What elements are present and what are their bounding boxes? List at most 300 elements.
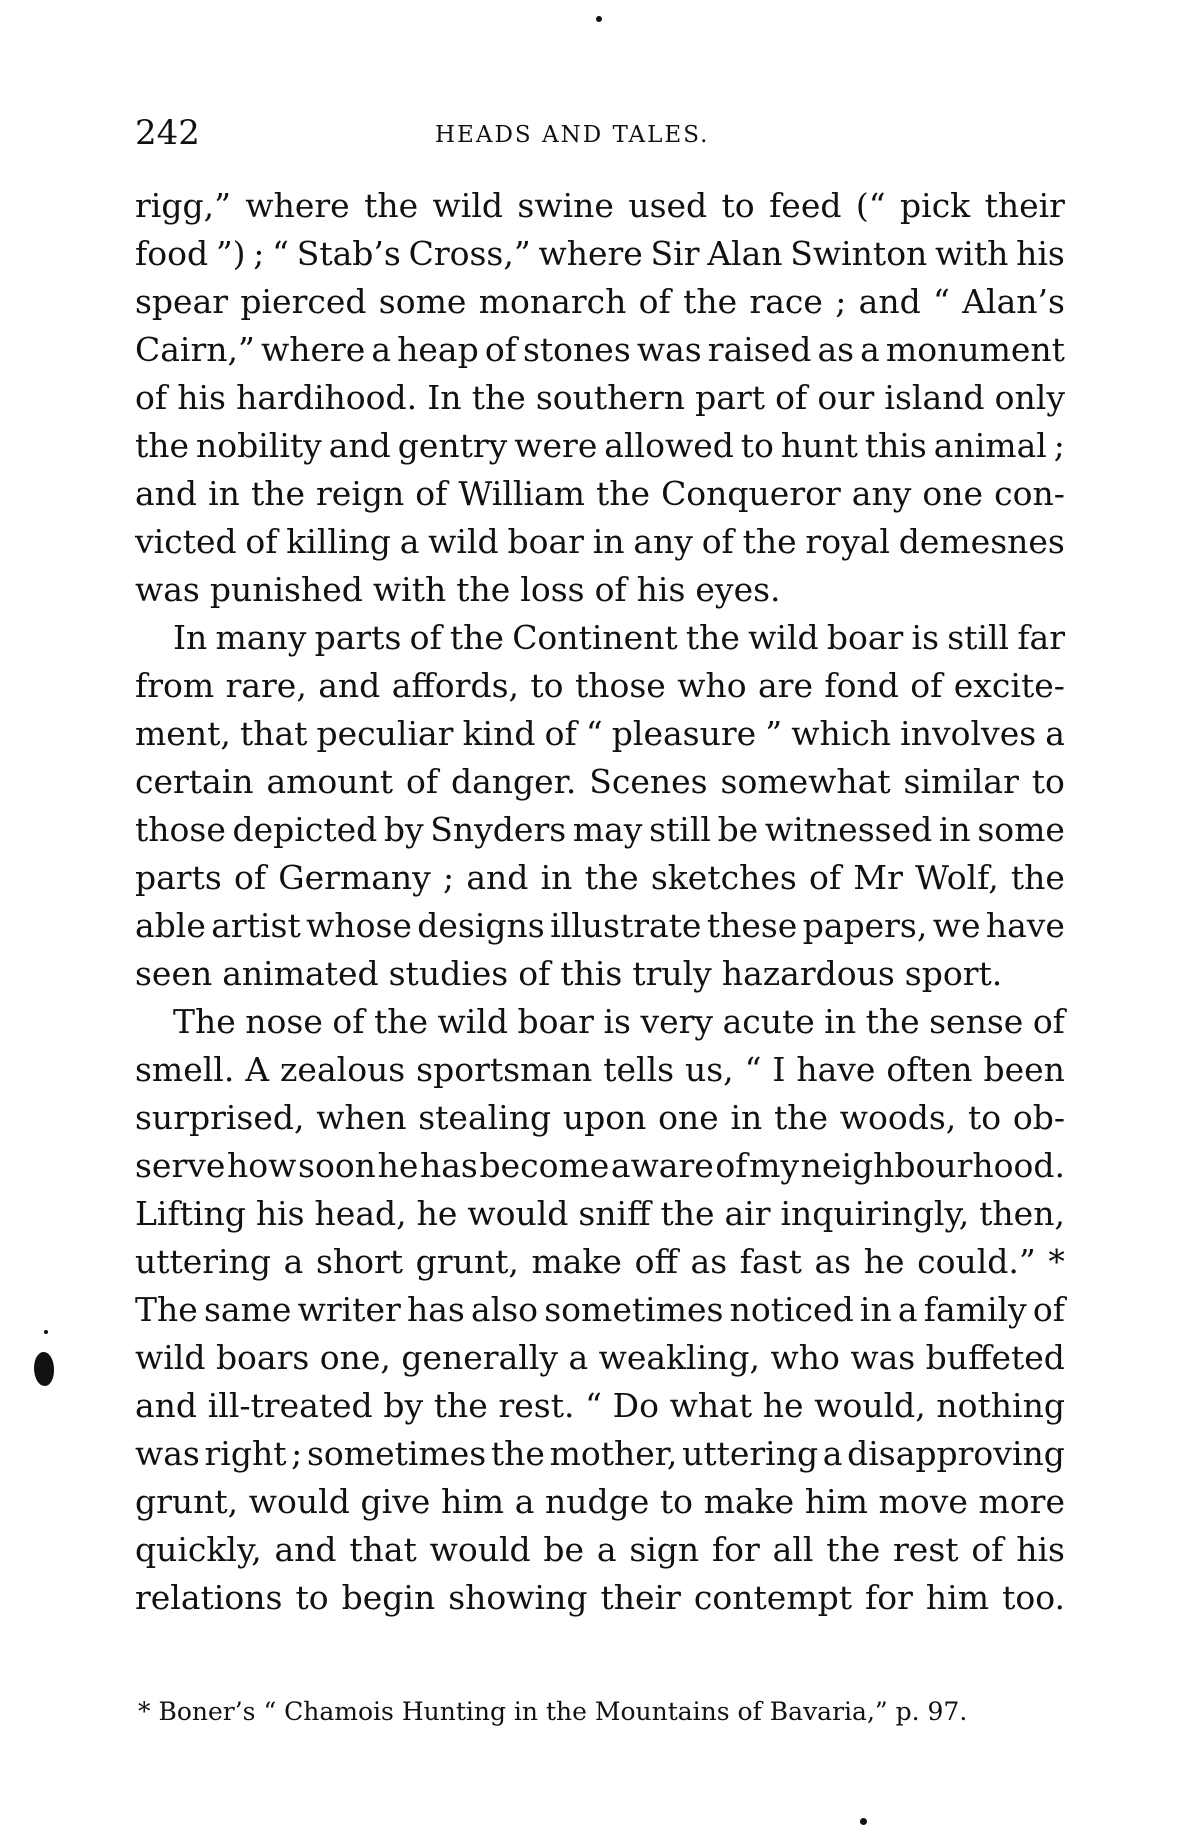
word: Scenes bbox=[589, 762, 708, 801]
word: this bbox=[864, 426, 927, 465]
word: “ bbox=[933, 282, 950, 321]
word: these bbox=[706, 906, 798, 945]
ink-speck-margin-small bbox=[44, 1330, 48, 1334]
text-line bbox=[135, 662, 1065, 710]
word: by bbox=[383, 1386, 424, 1425]
word: and bbox=[135, 1386, 198, 1425]
word: In bbox=[427, 378, 462, 417]
word: mother, bbox=[549, 1434, 678, 1473]
word: of bbox=[544, 714, 577, 753]
text-line bbox=[135, 1574, 1065, 1622]
word: has bbox=[406, 1290, 465, 1329]
word: sport. bbox=[904, 954, 1003, 993]
word: in bbox=[540, 858, 573, 897]
word: in bbox=[592, 522, 625, 561]
word: writer bbox=[297, 1290, 401, 1329]
word: parts bbox=[135, 858, 222, 897]
text-line bbox=[135, 1526, 1065, 1574]
word: spear bbox=[135, 282, 229, 321]
running-head: HEADS AND TALES. bbox=[435, 122, 710, 148]
word: those bbox=[135, 810, 226, 849]
word: grunt, bbox=[415, 1242, 519, 1281]
word: able bbox=[135, 906, 206, 945]
word: the bbox=[865, 1002, 920, 1041]
word: upon bbox=[562, 1098, 647, 1137]
text-line bbox=[135, 1094, 1065, 1142]
ink-speck-top bbox=[596, 16, 602, 22]
word: Wolf, bbox=[915, 858, 999, 897]
word: those bbox=[574, 666, 666, 705]
word: nudge bbox=[545, 1482, 650, 1521]
word: uttering bbox=[682, 1434, 819, 1473]
word: sometimes bbox=[306, 1434, 487, 1473]
word: amount bbox=[266, 762, 394, 801]
page-header bbox=[135, 108, 1065, 158]
word: rigg,” bbox=[135, 186, 231, 225]
word: con- bbox=[994, 474, 1065, 513]
text-line bbox=[135, 806, 1065, 854]
text-line bbox=[135, 950, 1065, 998]
word: designs bbox=[417, 906, 545, 945]
word: * bbox=[1048, 1242, 1065, 1281]
footnote: * Boner’s “ Chamois Hunting in the Mountains of Bavaria,” p. 97. bbox=[138, 1697, 968, 1726]
word: the bbox=[250, 474, 305, 513]
word: many bbox=[215, 618, 307, 657]
word: certain bbox=[135, 762, 254, 801]
word: that bbox=[349, 1530, 417, 1569]
word: the bbox=[773, 1098, 829, 1137]
word: have bbox=[796, 1050, 876, 1089]
word: smell. bbox=[135, 1050, 235, 1089]
word: some bbox=[378, 282, 467, 321]
word: with bbox=[935, 234, 1009, 273]
word: I bbox=[772, 1050, 786, 1089]
word: Stab’s bbox=[296, 234, 401, 273]
text-line bbox=[135, 710, 1065, 758]
word: of bbox=[233, 858, 267, 897]
word: generally bbox=[401, 1338, 559, 1377]
word: still bbox=[649, 810, 711, 849]
word: Cairn,” bbox=[135, 330, 255, 369]
word: the bbox=[364, 186, 419, 225]
word: rare, bbox=[225, 666, 307, 705]
text-line bbox=[135, 758, 1065, 806]
word: Do bbox=[612, 1386, 659, 1425]
word: still bbox=[947, 618, 1010, 657]
word: which bbox=[791, 714, 892, 753]
word: also bbox=[471, 1290, 539, 1329]
word: pierced bbox=[240, 282, 367, 321]
word: fond bbox=[824, 666, 899, 705]
word: swine bbox=[517, 186, 614, 225]
word: would bbox=[429, 1530, 531, 1569]
word: food bbox=[135, 234, 209, 273]
word: and bbox=[274, 1530, 337, 1569]
word: a bbox=[822, 1434, 843, 1473]
word: royal bbox=[805, 522, 890, 561]
word: as bbox=[814, 1242, 852, 1281]
word: similar bbox=[903, 762, 1019, 801]
word: ; bbox=[253, 234, 265, 273]
word: neighbourhood. bbox=[800, 1146, 1065, 1185]
word: The bbox=[173, 1002, 236, 1041]
word: the bbox=[1010, 858, 1065, 897]
word: boar bbox=[517, 1002, 594, 1041]
word: the bbox=[826, 1530, 881, 1569]
word: “ bbox=[585, 714, 603, 753]
word: the bbox=[584, 858, 639, 897]
word: killing bbox=[286, 522, 391, 561]
word: who bbox=[770, 1338, 840, 1377]
word: what bbox=[669, 1386, 753, 1425]
word: their bbox=[600, 1578, 681, 1617]
text-line bbox=[135, 470, 1065, 518]
word: hardihood. bbox=[236, 378, 418, 417]
word: William bbox=[458, 474, 585, 513]
word: move bbox=[878, 1482, 968, 1521]
word: soon bbox=[298, 1146, 376, 1185]
word: disapproving bbox=[847, 1434, 1065, 1473]
word: and bbox=[466, 858, 529, 897]
word: we bbox=[932, 906, 981, 945]
word: rest. bbox=[498, 1386, 575, 1425]
word: he bbox=[762, 1386, 804, 1425]
page-number: 242 bbox=[135, 113, 200, 153]
word: zealous bbox=[280, 1050, 406, 1089]
word: ” bbox=[765, 714, 783, 753]
word: the bbox=[683, 282, 738, 321]
text-line bbox=[135, 1142, 1065, 1190]
word: become bbox=[479, 1146, 610, 1185]
word: punished bbox=[209, 570, 363, 609]
word: ; bbox=[835, 282, 847, 321]
word: Conqueror bbox=[661, 474, 841, 513]
word: of bbox=[484, 330, 517, 369]
word: of bbox=[1032, 1290, 1065, 1329]
word: of bbox=[332, 1002, 365, 1041]
word: him bbox=[925, 1578, 990, 1617]
word: and bbox=[328, 426, 391, 465]
word: stealing bbox=[418, 1098, 552, 1137]
word: hunt bbox=[780, 426, 858, 465]
word: rest bbox=[893, 1530, 959, 1569]
word: ill-treated bbox=[207, 1386, 373, 1425]
word: peculiar bbox=[316, 714, 454, 753]
word: make bbox=[703, 1482, 795, 1521]
word: woods, bbox=[839, 1098, 957, 1137]
text-line bbox=[135, 614, 1065, 662]
word: to bbox=[1031, 762, 1065, 801]
word: Germany bbox=[278, 858, 431, 897]
text-line bbox=[135, 326, 1065, 374]
word: in bbox=[824, 1002, 857, 1041]
word: a bbox=[283, 1242, 304, 1281]
ink-blot-margin bbox=[34, 1352, 54, 1386]
word: monarch bbox=[478, 282, 627, 321]
word: was bbox=[135, 1434, 200, 1473]
word: their bbox=[984, 186, 1065, 225]
word: of bbox=[638, 282, 671, 321]
word: his bbox=[255, 1194, 305, 1233]
word: to bbox=[721, 186, 755, 225]
word: his bbox=[636, 570, 686, 609]
word: (“ bbox=[855, 186, 886, 225]
word: Snyders bbox=[430, 810, 567, 849]
word: Sir bbox=[650, 234, 700, 273]
word: to bbox=[295, 1578, 329, 1617]
word: him bbox=[804, 1482, 868, 1521]
word: air bbox=[724, 1194, 771, 1233]
word: is bbox=[911, 618, 940, 657]
word: the bbox=[490, 1434, 545, 1473]
word: of bbox=[405, 762, 439, 801]
word: head, bbox=[314, 1194, 407, 1233]
word: in bbox=[730, 1098, 763, 1137]
word: then, bbox=[979, 1194, 1065, 1233]
word: to bbox=[659, 1482, 694, 1521]
word: to bbox=[740, 426, 774, 465]
text-line bbox=[135, 518, 1065, 566]
word: in bbox=[208, 474, 240, 513]
word: a bbox=[1045, 714, 1065, 753]
word: nothing bbox=[936, 1386, 1065, 1425]
word: “ bbox=[585, 1386, 603, 1425]
word: as bbox=[817, 330, 855, 369]
word: Cross,” bbox=[408, 234, 531, 273]
word: The bbox=[135, 1290, 198, 1329]
body-text bbox=[135, 182, 1065, 1622]
word: involves bbox=[900, 714, 1037, 753]
word: he bbox=[377, 1146, 419, 1185]
word: when bbox=[316, 1098, 407, 1137]
word: Mr bbox=[853, 858, 903, 897]
word: would, bbox=[814, 1386, 926, 1425]
word: of bbox=[135, 378, 168, 417]
word: animal bbox=[933, 426, 1047, 465]
word: from bbox=[135, 666, 215, 705]
word: surprised, bbox=[135, 1098, 305, 1137]
word: sportsman bbox=[416, 1050, 593, 1089]
word: aware bbox=[610, 1146, 714, 1185]
text-line bbox=[135, 230, 1065, 278]
word: kind bbox=[462, 714, 536, 753]
text-line bbox=[135, 1190, 1065, 1238]
word: the bbox=[433, 1386, 488, 1425]
word: of bbox=[971, 1530, 1004, 1569]
word: of bbox=[245, 522, 278, 561]
word: papers, bbox=[802, 906, 928, 945]
word: the bbox=[742, 522, 797, 561]
word: more bbox=[978, 1482, 1065, 1521]
word: and bbox=[135, 474, 198, 513]
word: far bbox=[1017, 618, 1065, 657]
word: fast bbox=[739, 1242, 802, 1281]
word: demesnes bbox=[898, 522, 1065, 561]
text-line bbox=[135, 566, 1065, 614]
word: seen bbox=[135, 954, 213, 993]
word: hazardous bbox=[721, 954, 895, 993]
word: “ bbox=[272, 234, 290, 273]
word: Swinton bbox=[790, 234, 928, 273]
word: Continent bbox=[512, 618, 678, 657]
text-line bbox=[135, 1238, 1065, 1286]
word: artist bbox=[211, 906, 301, 945]
word: gentry bbox=[397, 426, 508, 465]
word: where bbox=[245, 186, 350, 225]
word: a bbox=[371, 330, 392, 369]
word: pleasure bbox=[611, 714, 757, 753]
word: of bbox=[518, 954, 551, 993]
word: would bbox=[467, 1194, 569, 1233]
word: wild bbox=[437, 1002, 509, 1041]
word: the bbox=[471, 378, 526, 417]
word: to bbox=[967, 1098, 1002, 1137]
word: allowed bbox=[604, 426, 734, 465]
text-line bbox=[135, 998, 1065, 1046]
word: truly bbox=[632, 954, 712, 993]
word: his bbox=[1016, 1530, 1065, 1569]
text-line bbox=[135, 1286, 1065, 1334]
word: us, bbox=[684, 1050, 734, 1089]
word: of bbox=[1032, 1002, 1065, 1041]
word: boar bbox=[826, 618, 904, 657]
word: of bbox=[910, 666, 943, 705]
word: the bbox=[373, 1002, 429, 1041]
text-line bbox=[135, 278, 1065, 326]
word: in bbox=[938, 810, 971, 849]
word: of bbox=[409, 618, 442, 657]
word: sometimes bbox=[544, 1290, 724, 1329]
word: of bbox=[594, 570, 627, 609]
word: used bbox=[628, 186, 708, 225]
word: been bbox=[983, 1050, 1065, 1089]
word: he bbox=[863, 1242, 905, 1281]
word: loss bbox=[520, 570, 585, 609]
word: Alan bbox=[707, 234, 783, 273]
word: only bbox=[994, 378, 1065, 417]
word: witnessed bbox=[764, 810, 933, 849]
word: of bbox=[701, 522, 734, 561]
word: has bbox=[419, 1146, 478, 1185]
word: a bbox=[596, 1530, 617, 1569]
word: where bbox=[260, 330, 366, 369]
text-line bbox=[135, 1478, 1065, 1526]
word: often bbox=[886, 1050, 973, 1089]
word: stones bbox=[522, 330, 631, 369]
word: of bbox=[775, 378, 808, 417]
word: a bbox=[897, 1290, 918, 1329]
word: affords, bbox=[391, 666, 519, 705]
word: short bbox=[315, 1242, 404, 1281]
word: off bbox=[634, 1242, 678, 1281]
text-line bbox=[135, 182, 1065, 230]
word: ; bbox=[1053, 426, 1065, 465]
word: boars bbox=[215, 1338, 310, 1377]
word: would bbox=[248, 1482, 350, 1521]
word: victed bbox=[135, 522, 237, 561]
word: of bbox=[715, 1146, 748, 1185]
text-line bbox=[135, 902, 1065, 950]
word: of bbox=[809, 858, 842, 897]
word: monument bbox=[885, 330, 1065, 369]
word: nose bbox=[245, 1002, 323, 1041]
word: somewhat bbox=[720, 762, 891, 801]
word: any bbox=[851, 474, 912, 513]
word: Alan’s bbox=[962, 282, 1065, 321]
word: eyes. bbox=[695, 570, 781, 609]
word: reign bbox=[316, 474, 405, 513]
word: A bbox=[245, 1050, 270, 1089]
word: race bbox=[749, 282, 823, 321]
word: island bbox=[884, 378, 985, 417]
word: ; bbox=[291, 1434, 303, 1473]
word: part bbox=[695, 378, 765, 417]
word: ”) bbox=[215, 234, 246, 273]
word: be bbox=[543, 1530, 585, 1569]
word: the bbox=[660, 1194, 715, 1233]
word: were bbox=[514, 426, 598, 465]
word: is bbox=[603, 1002, 631, 1041]
word: as bbox=[690, 1242, 728, 1281]
word: a bbox=[514, 1482, 535, 1521]
word: how bbox=[227, 1146, 297, 1185]
word: danger. bbox=[451, 762, 577, 801]
word: a bbox=[860, 330, 880, 369]
word: relations bbox=[135, 1578, 283, 1617]
word: pick bbox=[900, 186, 971, 225]
word: weakling, bbox=[598, 1338, 761, 1377]
word: buffeted bbox=[925, 1338, 1065, 1377]
word: any bbox=[633, 522, 693, 561]
word: of bbox=[415, 474, 448, 513]
word: who bbox=[677, 666, 747, 705]
word: some bbox=[977, 810, 1065, 849]
text-line bbox=[135, 1382, 1065, 1430]
word: serve bbox=[135, 1146, 226, 1185]
word: begin bbox=[341, 1578, 436, 1617]
word: for bbox=[865, 1578, 913, 1617]
word: contempt bbox=[693, 1578, 852, 1617]
word: wild bbox=[428, 522, 499, 561]
word: his bbox=[1016, 234, 1065, 273]
word: heap bbox=[397, 330, 479, 369]
word: acute bbox=[722, 1002, 815, 1041]
word: nobility bbox=[195, 426, 322, 465]
word: was bbox=[135, 570, 200, 609]
word: was bbox=[850, 1338, 916, 1377]
word: could.” bbox=[917, 1242, 1036, 1281]
word: make bbox=[531, 1242, 622, 1281]
word: sniff bbox=[578, 1194, 651, 1233]
text-line bbox=[135, 374, 1065, 422]
text-line bbox=[135, 1334, 1065, 1382]
word: southern bbox=[535, 378, 686, 417]
word: ment, bbox=[135, 714, 231, 753]
word: that bbox=[239, 714, 308, 753]
word: the bbox=[456, 570, 511, 609]
word: sign bbox=[629, 1530, 700, 1569]
word: the bbox=[449, 618, 504, 657]
word: quickly, bbox=[135, 1530, 262, 1569]
ink-speck-bottom bbox=[860, 1818, 867, 1825]
word: by bbox=[383, 810, 424, 849]
word: family bbox=[923, 1290, 1027, 1329]
word: noticed bbox=[729, 1290, 854, 1329]
word: boar bbox=[507, 522, 584, 561]
word: my bbox=[749, 1146, 800, 1185]
word: our bbox=[817, 378, 875, 417]
word: depicted bbox=[232, 810, 378, 849]
